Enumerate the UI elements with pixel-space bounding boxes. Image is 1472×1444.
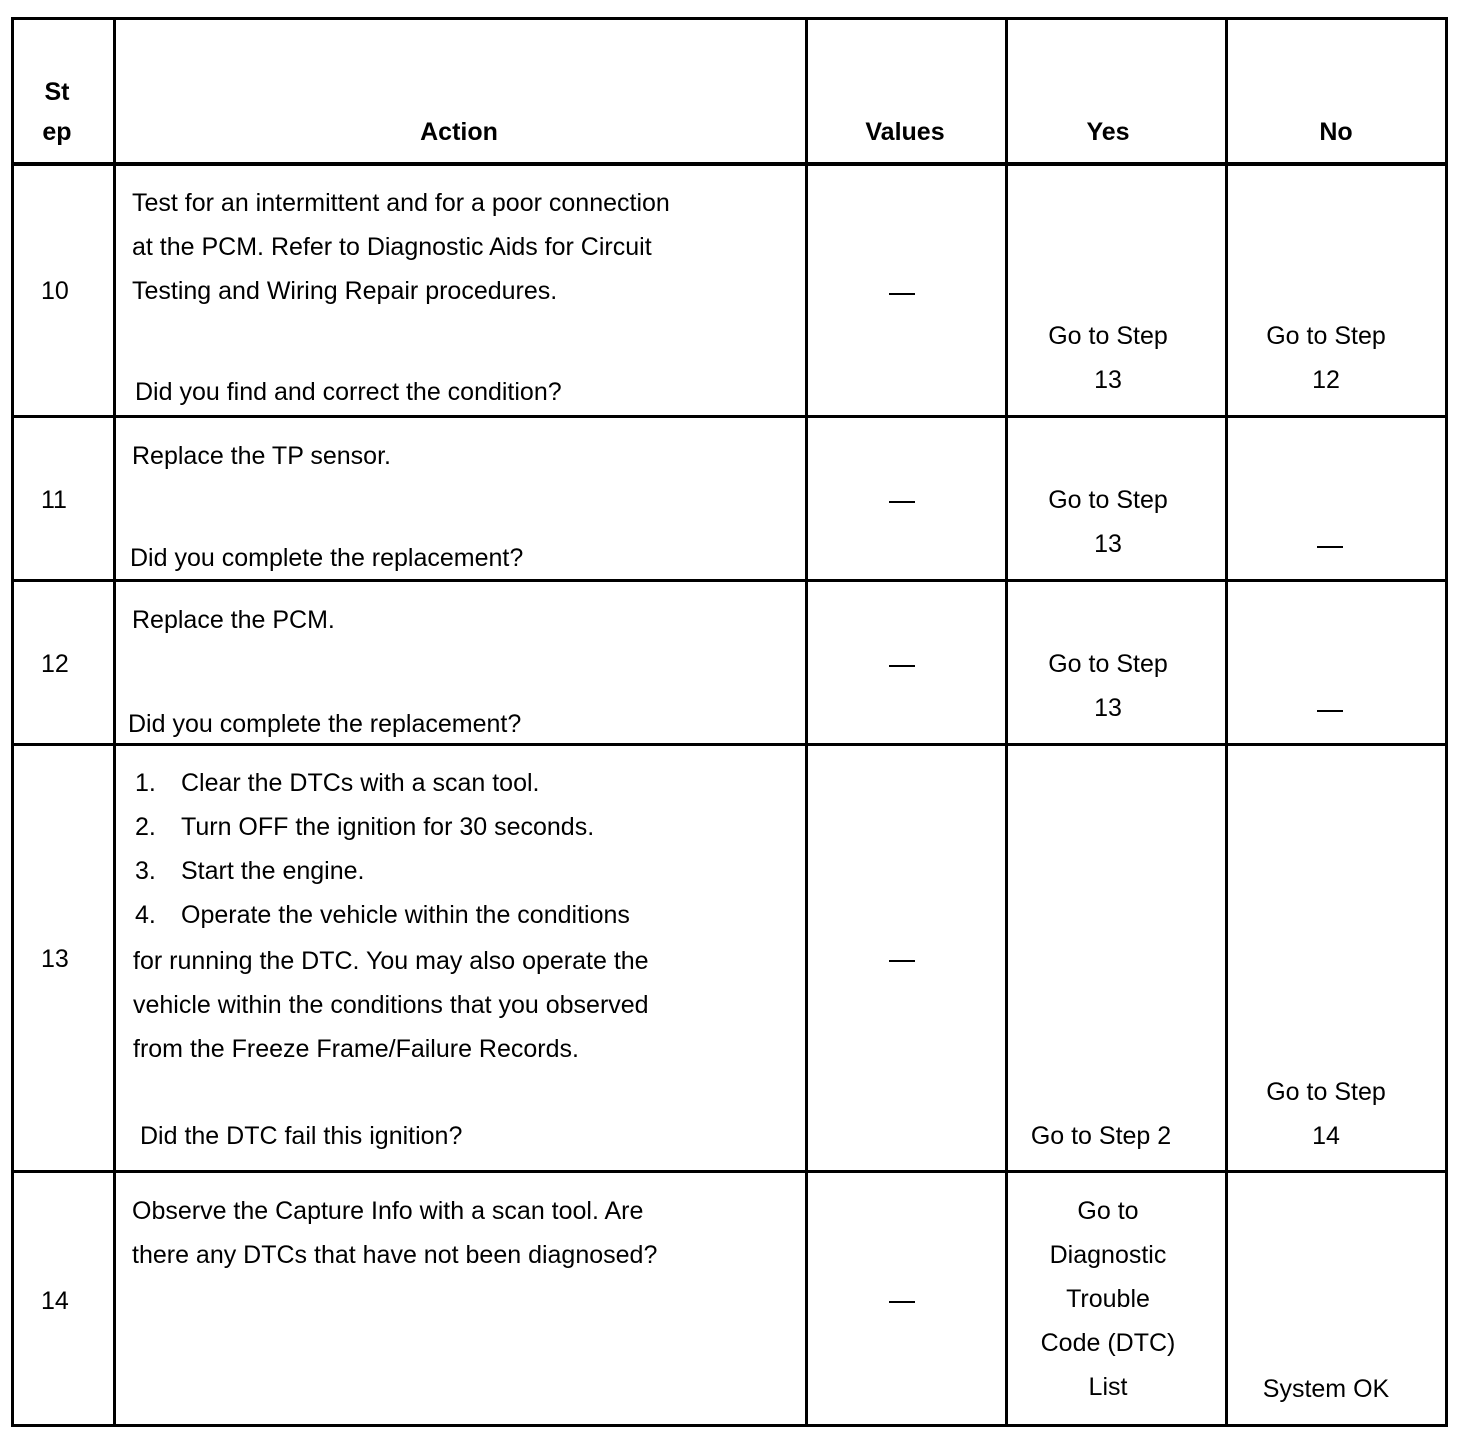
header-yes: Yes (1086, 118, 1130, 146)
header-no: No (1319, 118, 1353, 146)
header-action: Action (420, 118, 498, 146)
yes-cell: Go to Step 13 (1048, 486, 1168, 558)
step-number: 10 (41, 277, 69, 305)
yes-cell: Go to Step 13 (1048, 322, 1168, 394)
no-cell: Go to Step 14 (1266, 1078, 1386, 1150)
action-text: Replace the TP sensor. (132, 442, 391, 470)
header-values: Values (865, 118, 945, 146)
action-question: Did you complete the replacement? (130, 544, 524, 572)
list-item: 4. Operate the vehicle within the conditions (135, 901, 630, 929)
diagnostic-table (11, 17, 1448, 1427)
yes-cell: Go to Diagnostic Trouble Code (DTC) List (1040, 1197, 1176, 1401)
action-text: for running the DTC. You may also operate the vehicle within the conditions that you observed from the Freeze Frame/Failure Records. (133, 947, 649, 1063)
values-dash (889, 293, 915, 295)
step-number: 12 (41, 650, 69, 678)
action-question: Did you complete the replacement? (128, 710, 522, 738)
row-divider (11, 415, 1448, 418)
table-border-right (1445, 17, 1448, 1427)
values-dash (889, 665, 915, 667)
header-step: St ep (42, 78, 72, 146)
no-cell: System OK (1262, 1375, 1390, 1403)
action-text: Test for an intermittent and for a poor connection at the PCM. Refer to Diagnostic Aids for Circuit Testing and Wiring Repair procedures. (132, 189, 670, 305)
list-item: 2. Turn OFF the ignition for 30 seconds. (135, 813, 595, 841)
table-border-left (11, 17, 14, 1427)
action-question: Did the DTC fail this ignition? (140, 1122, 463, 1150)
table-border-top (11, 17, 1448, 20)
yes-cell: Go to Step 2 (1030, 1122, 1172, 1150)
no-dash (1317, 546, 1343, 548)
list-item: 1. Clear the DTCs with a scan tool. (135, 769, 540, 797)
list-item: 3. Start the engine. (135, 857, 365, 885)
yes-cell: Go to Step 13 (1048, 650, 1168, 722)
column-divider (805, 17, 808, 1427)
no-cell: Go to Step 12 (1266, 322, 1386, 394)
values-dash (889, 501, 915, 503)
row-divider (11, 1170, 1448, 1173)
step-number: 11 (41, 486, 67, 514)
column-divider (113, 17, 116, 1427)
table-border-bottom (11, 1424, 1448, 1427)
values-dash (889, 960, 915, 962)
action-text: Replace the PCM. (132, 606, 335, 634)
header-divider (11, 162, 1448, 166)
step-number: 13 (41, 945, 69, 973)
action-steps-list (135, 761, 630, 937)
values-dash (889, 1301, 915, 1303)
step-number: 14 (41, 1287, 69, 1315)
action-question: Did you find and correct the condition? (135, 378, 562, 406)
column-divider (1225, 17, 1228, 1427)
no-dash (1317, 710, 1343, 712)
action-text: Observe the Capture Info with a scan tool. Are there any DTCs that have not been diagnosed? (132, 1197, 658, 1269)
